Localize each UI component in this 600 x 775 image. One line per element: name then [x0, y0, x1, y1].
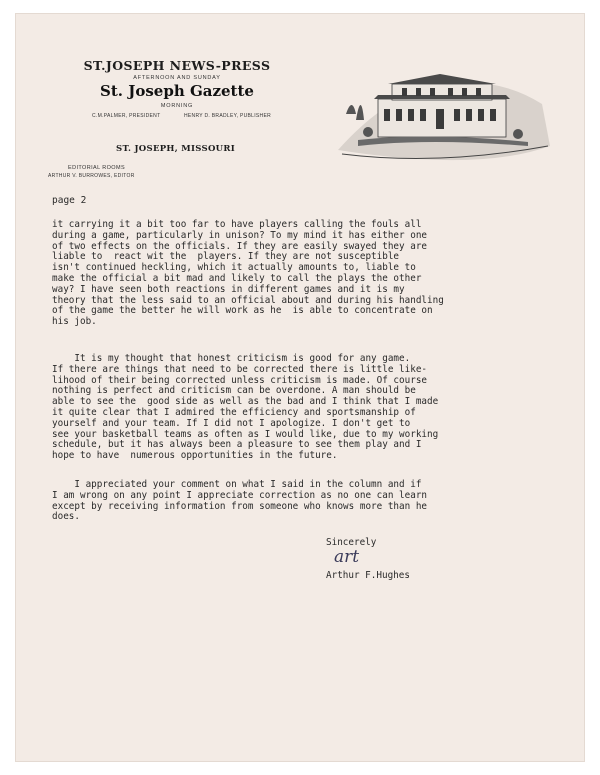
- text-line: nothing is perfect and criticism can be overdone. A man should be: [52, 385, 416, 397]
- text-line: of two effects on the officials. If they are easily swayed they are: [52, 240, 428, 252]
- text-line: his job.: [52, 316, 97, 328]
- text-line: schedule, but it has always been a pleasure to see them play and I: [52, 439, 422, 451]
- page-number: page 2: [52, 195, 87, 206]
- text-line: of the game the better he will work as he is able to concentrate on: [52, 305, 433, 317]
- building-illustration: [328, 54, 552, 166]
- editorial-rooms: EDITORIAL ROOMS: [68, 165, 126, 171]
- publisher-line: HENRY D. BRADLEY, PUBLISHER: [184, 113, 272, 119]
- text-line: way? I have seen both reactions in different games and it is my: [52, 283, 405, 295]
- text-line: theory that the less said to an official about and during his handling: [52, 294, 444, 306]
- text-line: able to see the good side as well as the bad and I think that I made: [52, 396, 439, 408]
- text-line: isn't continued heckling, which it actually amounts to, liable to: [52, 262, 416, 274]
- paragraph-3: [52, 480, 552, 523]
- editor-line: ARTHUR V. BURROWES, EDITOR: [48, 173, 135, 179]
- text-line: I appreciated your comment on what I said in the column and if: [52, 479, 422, 490]
- handwritten-signature: art: [334, 547, 360, 567]
- letterhead: [16, 14, 584, 214]
- text-line: It is my thought that honest criticism is good for any game.: [52, 353, 411, 364]
- signer-name: Arthur F.Hughes: [326, 570, 410, 581]
- text-line: hope to have numerous opportunities in the future.: [52, 450, 338, 462]
- paragraph-2: [52, 354, 552, 462]
- text-line: yourself and your team. If I did not I apologize. I don't get to: [52, 417, 411, 429]
- text-line: If there are things that need to be corrected there is little like-: [52, 363, 428, 375]
- newspaper-name: ST.JOSEPH NEWS-PRESS: [83, 58, 271, 73]
- edition-afternoon: AFTERNOON AND SUNDAY: [133, 75, 221, 81]
- text-line: make the official a bit mad and likely to call the plays the other: [52, 272, 422, 284]
- text-line: see your basketball teams as often as I would like, due to my working: [52, 428, 439, 440]
- text-line: it carrying it a bit too far to have players calling the fouls all: [52, 219, 422, 230]
- city-line: ST. JOSEPH, MISSOURI: [116, 144, 236, 154]
- edition-morning: MORNING: [160, 103, 194, 109]
- text-line: does.: [52, 511, 80, 523]
- gazette-name: St. Joseph Gazette: [100, 82, 254, 100]
- text-line: I am wrong on any point I appreciate correction as no one can learn: [52, 489, 428, 501]
- letter-sheet: [16, 14, 584, 761]
- text-line: liable to react wit the players. If they are not susceptible: [52, 251, 400, 263]
- text-line: lihood of their being corrected unless criticism is made. Of course: [52, 374, 428, 386]
- president-line: C.M.PALMER, PRESIDENT: [92, 113, 161, 119]
- text-line: except by receiving information from someone who knows more than he: [52, 500, 428, 512]
- paragraph-1: [52, 220, 552, 328]
- text-line: it quite clear that I admired the efficiency and sportsmanship of: [52, 406, 416, 418]
- text-line: during a game, particularly in unison? To my mind it has either one: [52, 229, 428, 241]
- closing: Sincerely: [326, 537, 377, 548]
